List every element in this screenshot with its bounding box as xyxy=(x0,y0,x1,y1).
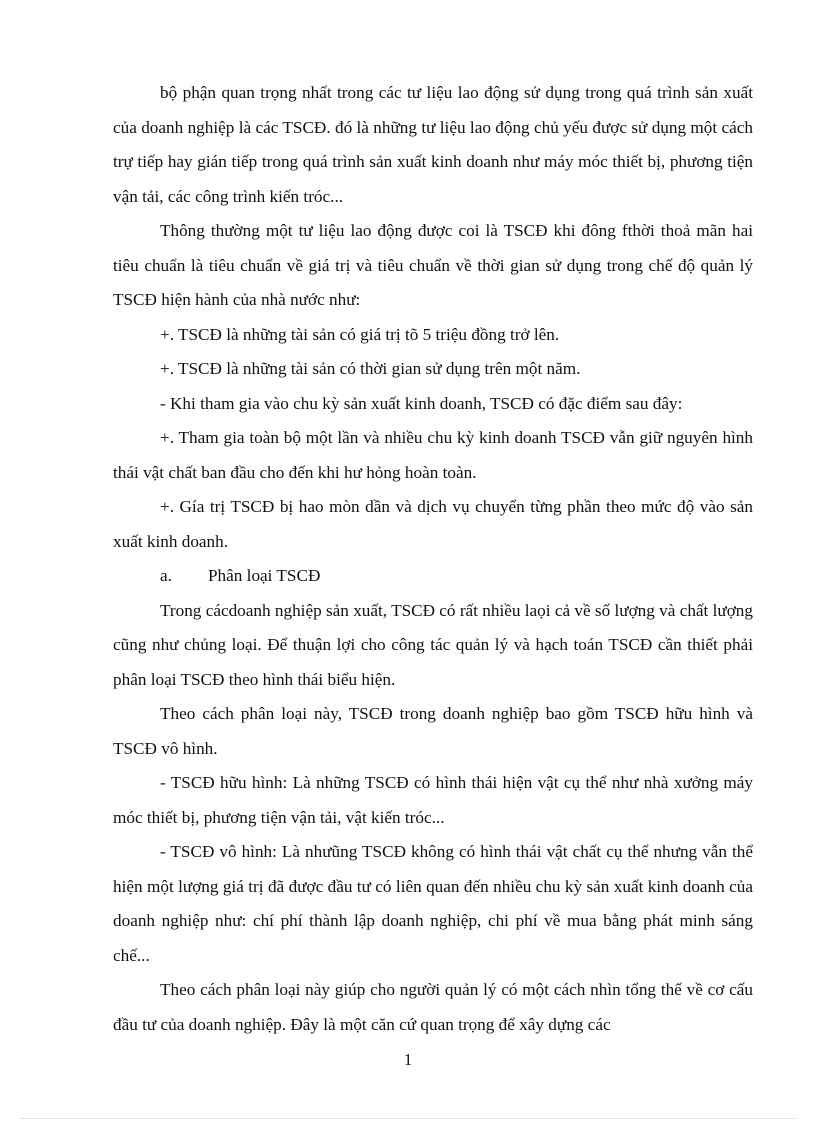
paragraph: Thông thường một tư liệu lao động được coi là TSCĐ khi đông fthời thoả mãn hai tiêu chuẩn là tiêu chuẩn về giá trị và tiêu chuẩn về thời gian sử dụng trong chế độ quản lý TSCĐ hiện hành của nhà nước như: xyxy=(113,221,753,309)
paragraph: Trong cácdoanh nghiệp sản xuất, TSCĐ có rất nhiều laọi cả về số lượng và chất lượng cũng như chủng loại. Để thuận lợi cho công tác quản lý và hạch toán TSCĐ cần thiết phải phân loại TSCĐ theo hình thái biểu hiện. xyxy=(113,600,753,689)
body-text xyxy=(113,76,753,1042)
page-bottom-divider xyxy=(20,1118,796,1119)
paragraph: Theo cách phân loại này giúp cho người quản lý có một cách nhìn tổng thể về cơ cấu đầu tư của doanh nghiệp. Đây là một căn cứ quan trọng để xây dựng các xyxy=(113,980,753,1034)
section-heading xyxy=(113,559,753,594)
heading-title: Phân loại TSCĐ xyxy=(208,566,321,585)
paragraph: +. Tham gia toàn bộ một lần và nhiều chu kỳ kinh doanh TSCĐ vẫn giữ nguyên hình thái vật chất ban đầu cho đến khi hư hỏng hoàn toàn. xyxy=(113,428,753,482)
heading-marker: a. xyxy=(160,566,172,585)
paragraph: - Khi tham gia vào chu kỳ sản xuất kinh doanh, TSCĐ có đặc điểm sau đây: xyxy=(160,393,683,413)
paragraph: bộ phận quan trọng nhất trong các tư liệu lao động sử dụng trong quá trình sản xuất của doanh nghiệp là các TSCĐ. đó là những tư liệu lao động chủ yếu được sử dụng một cách trự tiếp hay gián tiếp trong quá trình sản xuất kinh doanh như máy móc thiết bị, phương tiện vận tải, các công trình kiến tróc... xyxy=(113,83,753,206)
paragraph: - TSCĐ hữu hình: Là những TSCĐ có hình thái hiện vật cụ thể như nhà xưởng máy móc thiết bị, phương tiện vận tải, vật kiến tróc... xyxy=(113,773,753,827)
page-number: 1 xyxy=(403,1050,413,1069)
paragraph: +. TSCĐ là những tài sản có giá trị tõ 5 triệu đồng trở lên. xyxy=(160,324,560,344)
paragraph: +. Gía trị TSCĐ bị hao mòn dần và dịch vụ chuyển từng phần theo mức độ vào sản xuất kinh doanh. xyxy=(113,497,753,551)
paragraph: Theo cách phân loại này, TSCĐ trong doanh nghiệp bao gồm TSCĐ hữu hình và TSCĐ vô hình. xyxy=(113,704,753,758)
paragraph: +. TSCĐ là những tài sản có thời gian sử dụng trên một năm. xyxy=(160,359,581,378)
paragraph: - TSCĐ vô hình: Là nhưũng TSCĐ không có hình thái vật chất cụ thể nhưng vẫn thể hiện một lượng giá trị đã được đầu tư có liên quan đến nhiều chu kỳ sản xuất kinh doanh của doanh nghiệp như: chí phí thành lập doanh nghiệp, chi phí về mua bằng phát minh sáng chế... xyxy=(113,842,753,965)
